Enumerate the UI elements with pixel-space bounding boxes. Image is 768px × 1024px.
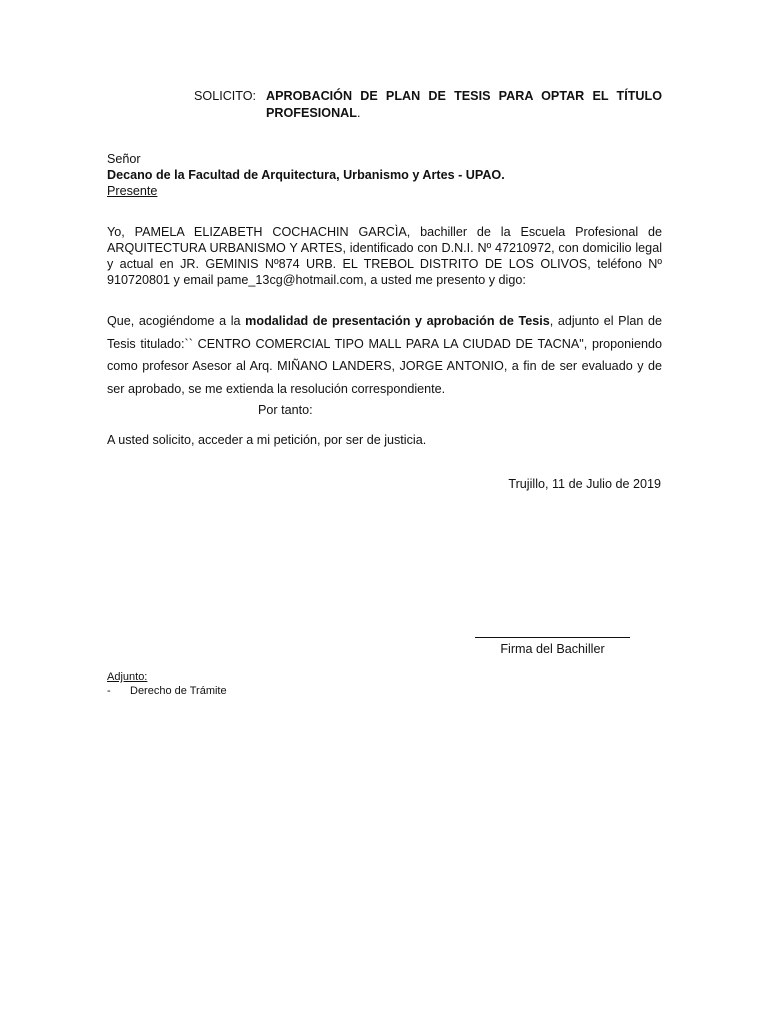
attachment-label: Derecho de Trámite bbox=[130, 685, 227, 697]
closing-line: A usted solicito, acceder a mi petición, por ser de justicia. bbox=[107, 433, 427, 447]
introduction-paragraph: Yo, PAMELA ELIZABETH COCHACHIN GARCÌA, bachiller de la Escuela Profesional de ARQUITECTURA URBANISMO Y ARTES, identificado con D.N.I. Nº 47210972, con domicilio legal y actual en JR. GEMINIS Nº874 URB. EL TREBOL DISTRITO DE LOS OLIVOS, teléfono Nº 910720801 y email pame_13cg@hotmail.com, a usted me presento y digo: bbox=[107, 225, 662, 287]
addressee-block bbox=[107, 151, 505, 199]
request-paragraph-part1: Que, acogiéndome a la bbox=[107, 314, 246, 328]
signature-line bbox=[475, 637, 630, 638]
subject-title-line1: APROBACIÓN DE PLAN DE TESIS PARA OPTAR EL TÍTULO bbox=[266, 89, 662, 103]
request-paragraph bbox=[107, 310, 662, 400]
salutation: Señor bbox=[107, 152, 141, 166]
subject-title-line2-text: PROFESIONAL bbox=[266, 106, 357, 120]
attachments-title: Adjunto: bbox=[107, 671, 148, 683]
attachment-item bbox=[107, 685, 227, 697]
subject-title-line2 bbox=[266, 106, 360, 120]
presente-label: Presente bbox=[107, 184, 158, 198]
subject-label: SOLICITO: bbox=[194, 89, 257, 103]
subject-title-period: . bbox=[356, 106, 361, 120]
por-tanto: Por tanto: bbox=[258, 403, 313, 417]
attachment-bullet: - bbox=[107, 685, 111, 697]
date-line: Trujillo, 11 de Julio de 2019 bbox=[508, 477, 661, 491]
recipient: Decano de la Facultad de Arquitectura, Urbanismo y Artes - UPAO. bbox=[107, 168, 505, 182]
request-paragraph-part2: , adjunto el Plan de Tesis titulado:`` CENTRO COMERCIAL TIPO MALL PARA LA CIUDAD DE TACNA", proponiendo como profesor Asesor al Arq. MIÑANO LANDERS, JORGE ANTONIO, a fin de ser evaluado y de ser aprobado, se me extienda la resolución correspondiente. bbox=[107, 314, 662, 396]
request-paragraph-bold: modalidad de presentación y aprobación de Tesis bbox=[245, 314, 550, 328]
signature-label: Firma del Bachiller bbox=[500, 642, 605, 656]
